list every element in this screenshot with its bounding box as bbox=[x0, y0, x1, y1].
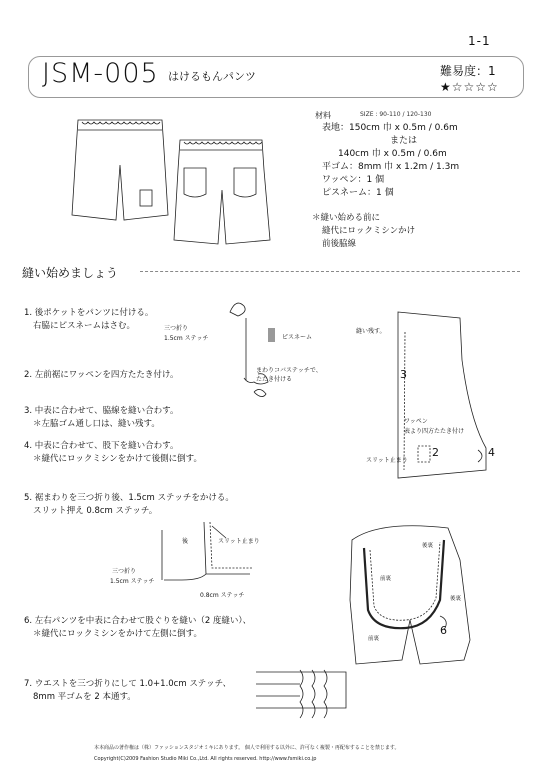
difficulty-label: 難易度：1 bbox=[440, 64, 496, 78]
step-7-line2: 8mm 平ゴムを 2 本通す。 bbox=[33, 692, 136, 702]
fold-label: 三つ折り bbox=[164, 325, 189, 332]
step-1-line1: 1. 後ポケットをパンツに付ける。 bbox=[24, 308, 154, 318]
stitch-08-label: 0.8cm ステッチ bbox=[200, 592, 245, 599]
callout-4: 4 bbox=[488, 446, 495, 459]
step-5-line1: 5. 裾まわりを三つ折り後、1.5cm ステッチをかける。 bbox=[24, 493, 234, 503]
stitch-label: 1.5cm ステッチ bbox=[164, 335, 209, 342]
back-label: 後 bbox=[182, 538, 189, 545]
step-3-line2: ＊左脇ゴム通し口は、縫い残す。 bbox=[33, 419, 160, 429]
materials-sizes: SIZE : 90-110 / 120-130 bbox=[360, 111, 432, 118]
fold-label-2: 三つ折り bbox=[112, 568, 137, 575]
nuinokosu-label: 縫い残す。 bbox=[356, 328, 386, 335]
tataki-label: たたき付ける bbox=[256, 376, 293, 383]
step-1-line2: 右脇にピスネームはさむ。 bbox=[33, 321, 136, 331]
pattern-code: JSM-005 bbox=[42, 58, 159, 89]
stitch-label-2: 1.5cm ステッチ bbox=[110, 578, 155, 585]
material-line: 140cm 巾 x 0.5m / 0.6m bbox=[338, 149, 447, 159]
waist-detail-illustration bbox=[256, 670, 346, 718]
slit-stop-label: スリット止まり bbox=[366, 457, 408, 464]
difficulty-stars: ★☆☆☆☆ bbox=[440, 80, 499, 94]
material-note: 前後脇線 bbox=[322, 239, 357, 249]
front-inside-label-2: 前裏 bbox=[368, 636, 380, 642]
back-inside-label: 後裏 bbox=[422, 543, 434, 549]
step-6-line2: ＊縫代にロックミシンをかけて左側に倒す。 bbox=[33, 629, 202, 639]
hem-slit-illustration bbox=[162, 522, 252, 580]
front-inside-label: 前裏 bbox=[380, 576, 392, 582]
side-seam-illustration bbox=[398, 312, 486, 478]
material-line: ワッペン：1 個 bbox=[322, 175, 385, 185]
callout-6: 6 bbox=[440, 624, 447, 637]
step-4-line1: 4. 中表に合わせて、股下を縫い合わす。 bbox=[24, 441, 179, 451]
pattern-name: はけるもんパンツ bbox=[168, 70, 256, 83]
section-title: 縫い始めましょう bbox=[22, 266, 119, 280]
pisname-label: ピスネーム bbox=[282, 334, 313, 341]
wappen-label: ワッペン bbox=[404, 418, 428, 425]
material-line: 平ゴム：8mm 巾 x 1.2m / 1.3m bbox=[322, 162, 460, 172]
material-line: 表地：150cm 巾 x 0.5m / 0.6m bbox=[322, 123, 458, 133]
step-2-line1: 2. 左前裾にワッペンを四方たたき付け。 bbox=[24, 370, 179, 380]
material-line: または bbox=[390, 136, 418, 146]
section-divider bbox=[140, 271, 520, 272]
callout-3: 3 bbox=[400, 368, 407, 381]
back-inside-label-2: 後裏 bbox=[450, 596, 462, 602]
materials-title: 材料 bbox=[315, 111, 331, 120]
step-4-line2: ＊縫代にロックミシンをかけて後側に倒す。 bbox=[33, 454, 202, 464]
step-5-line2: スリット押え 0.8cm ステッチ。 bbox=[33, 506, 158, 516]
footer-copyright: Copyright(C)2009 Fashion Studio Miki Co.,Ltd. All rights reserved. http://www.fsmiki.co.jp bbox=[94, 756, 317, 762]
material-note: ＊縫い始める前に bbox=[312, 213, 381, 223]
material-note: 縫代にロックミシンかけ bbox=[322, 226, 416, 236]
step-6-line1: 6. 左右パンツを中表に合わせて股ぐりを縫い（2 度縫い）、 bbox=[24, 616, 252, 626]
slit-stop-label-2: スリット止まり bbox=[218, 538, 260, 545]
callout-2: 2 bbox=[432, 446, 439, 459]
omote-tataki-label: 表より四方たたき付け bbox=[404, 428, 465, 435]
koba-stitch-label: まわりコバステッチで、 bbox=[256, 367, 322, 374]
page-number: 1-1 bbox=[468, 34, 491, 48]
front-pants-illustration bbox=[72, 120, 168, 220]
step-7-line1: 7. ウエストを三つ折りにして 1.0+1.0cm ステッチ、 bbox=[24, 679, 232, 689]
back-pants-illustration bbox=[174, 140, 270, 244]
material-line: ピスネーム：1 個 bbox=[322, 188, 394, 198]
footer-notice: 本本商品の著作権は（株）ファッションスタジオミキにあります。 個人で利用する以外に、許可なく複製・再配布することを禁じます。 bbox=[94, 745, 400, 751]
step-3-line1: 3. 中表に合わせて、脇線を縫い合わす。 bbox=[24, 406, 179, 416]
